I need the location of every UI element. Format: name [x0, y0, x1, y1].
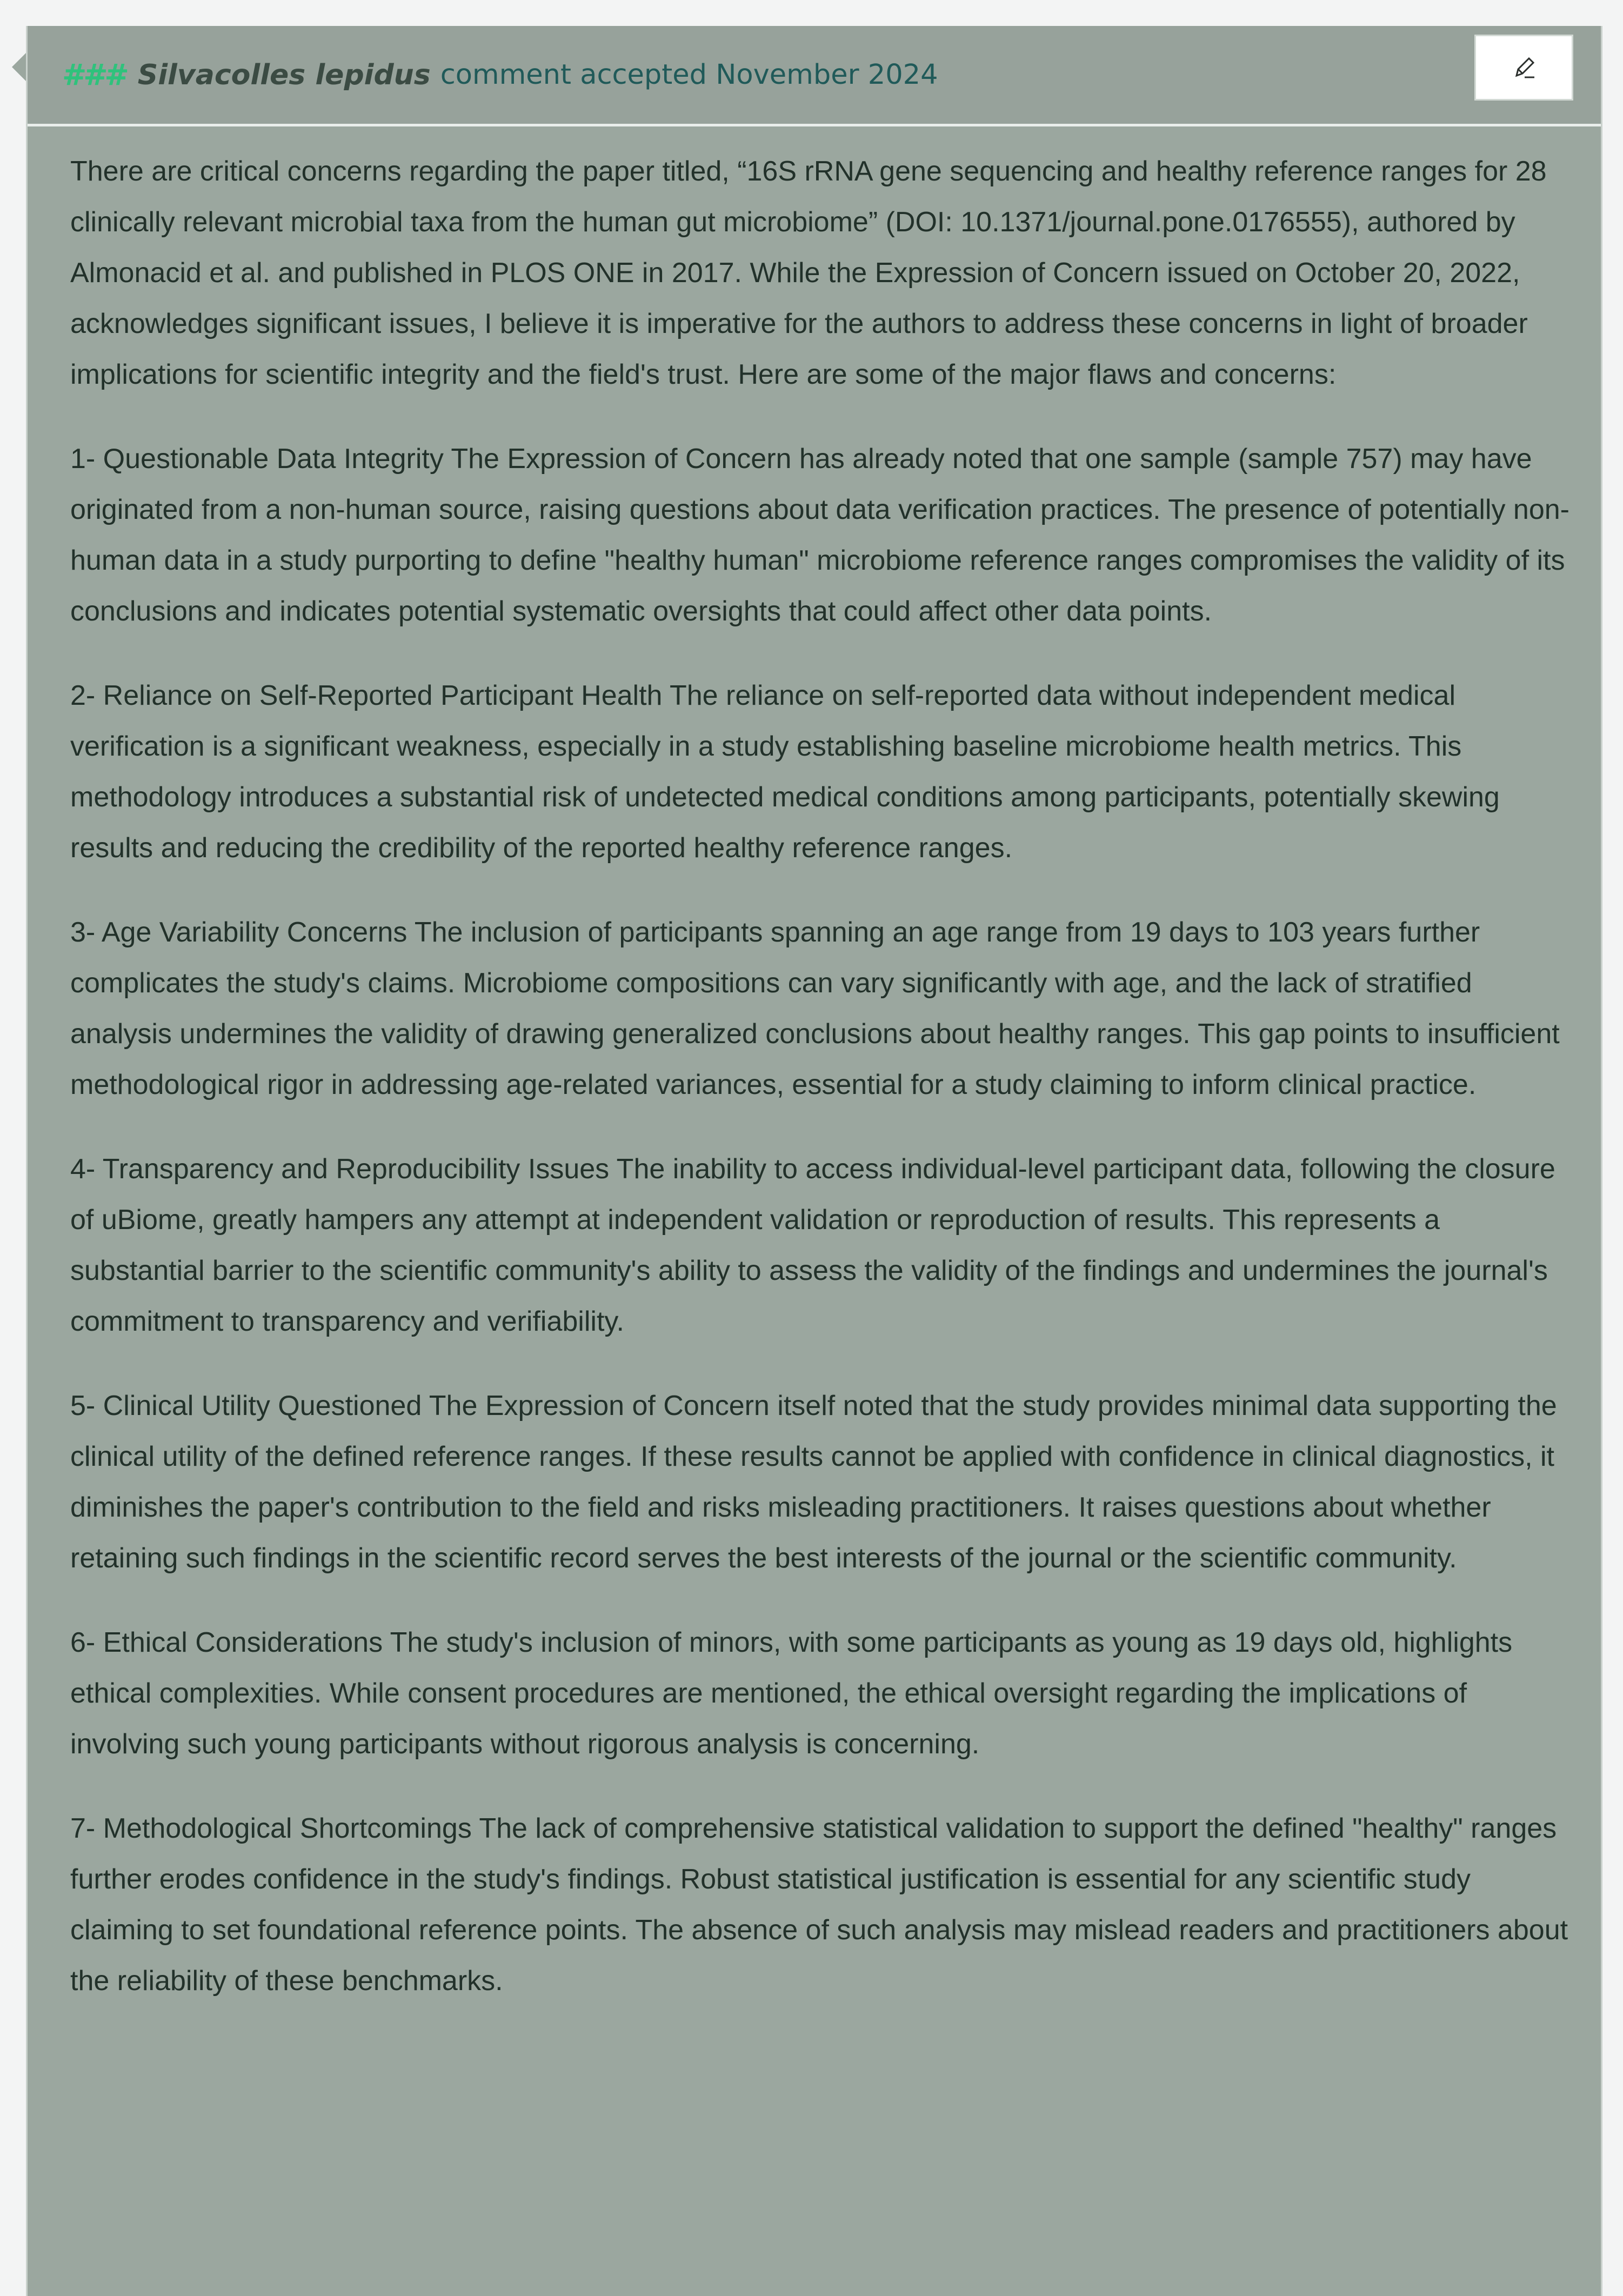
- comment-paragraph-1: 1- Questionable Data Integrity The Expression of Concern has already noted that one sample (sample 757) may have originated from a non-human source, raising questions about data verification practices. The presence of potentially non-human data in a study purporting to define "healthy human" microbiome reference ranges compromises the validity of its conclusions and indicates potential systematic oversights that could affect other data points.: [70, 443, 1569, 627]
- comment-paragraph-5: 5- Clinical Utility Questioned The Expression of Concern itself noted that the study provides minimal data supporting the clinical utility of the defined reference ranges. If these results cannot be applied with confidence in clinical diagnostics, it diminishes the paper's contribution to the field and risks misleading practitioners. It raises questions about whether retaining such findings in the scientific record serves the best interests of the journal or the scientific community.: [70, 1390, 1557, 1574]
- comment-paragraph-7: 7- Methodological Shortcomings The lack of comprehensive statistical validation to support the defined "healthy" ranges further erodes confidence in the study's findings. Robust statistical justification is essential for any scientific study claiming to set foundational reference points. The absence of such analysis may mislead readers and practitioners about the reliability of these benchmarks.: [70, 1813, 1568, 1997]
- comment-status: comment accepted November 2024: [440, 59, 938, 91]
- edit-button[interactable]: [1474, 35, 1573, 101]
- comment-paragraph-6: 6- Ethical Considerations The study's inclusion of minors, with some participants as young as 19 days old, highlights ethical complexities. While consent procedures are mentioned, the ethical oversight regarding the implications of involving such young participants without rigorous analysis is concerning.: [70, 1627, 1513, 1760]
- comment-paragraph-4: 4- Transparency and Reproducibility Issues The inability to access individual-level participant data, following the closure of uBiome, greatly hampers any attempt at independent validation or reproduction of results. This represents a substantial barrier to the scientific community's ability to assess the validity of the findings and undermines the journal's commitment to transparency and verifiability.: [70, 1153, 1555, 1337]
- comment-header: [28, 26, 1601, 126]
- comment-paragraph-3: 3- Age Variability Concerns The inclusion of participants spanning an age range from 19 days to 103 years further complicates the study's claims. Microbiome compositions can vary significantly with age, and the lack of stratified analysis undermines the validity of drawing generalized conclusions about healthy ranges. This gap points to insufficient methodological rigor in addressing age-related variances, essential for a study claiming to inform clinical practice.: [70, 917, 1560, 1100]
- comment-author-link[interactable]: Silvacolles lepidus: [137, 58, 431, 91]
- comment-body: [70, 146, 1578, 2040]
- comment-paragraph-intro: There are critical concerns regarding the paper titled, “16S rRNA gene sequencing and healthy reference ranges for 28 clinically relevant microbial taxa from the human gut microbiome” (DOI: 10.1371/journal.pone.0176555), authored by Almonacid et al. and published in PLOS ONE in 2017. While the Expression of Concern issued on October 20, 2022, acknowledges significant issues, I believe it is imperative for the authors to address these concerns in light of broader implications for scientific integrity and the field's trust. Here are some of the major flaws and concerns:: [70, 156, 1547, 390]
- comment-pointer: [12, 53, 26, 81]
- comment-card: [26, 26, 1602, 2296]
- comment-paragraph-2: 2- Reliance on Self-Reported Participant Health The reliance on self-reported data without independent medical verification is a significant weakness, especially in a study establishing baseline microbiome health metrics. This methodology introduces a substantial risk of undetected medical conditions among participants, potentially skewing results and reducing the credibility of the reported healthy reference ranges.: [70, 680, 1500, 864]
- hash-icon: ###: [62, 58, 126, 92]
- edit-pencil-icon: [1507, 50, 1541, 85]
